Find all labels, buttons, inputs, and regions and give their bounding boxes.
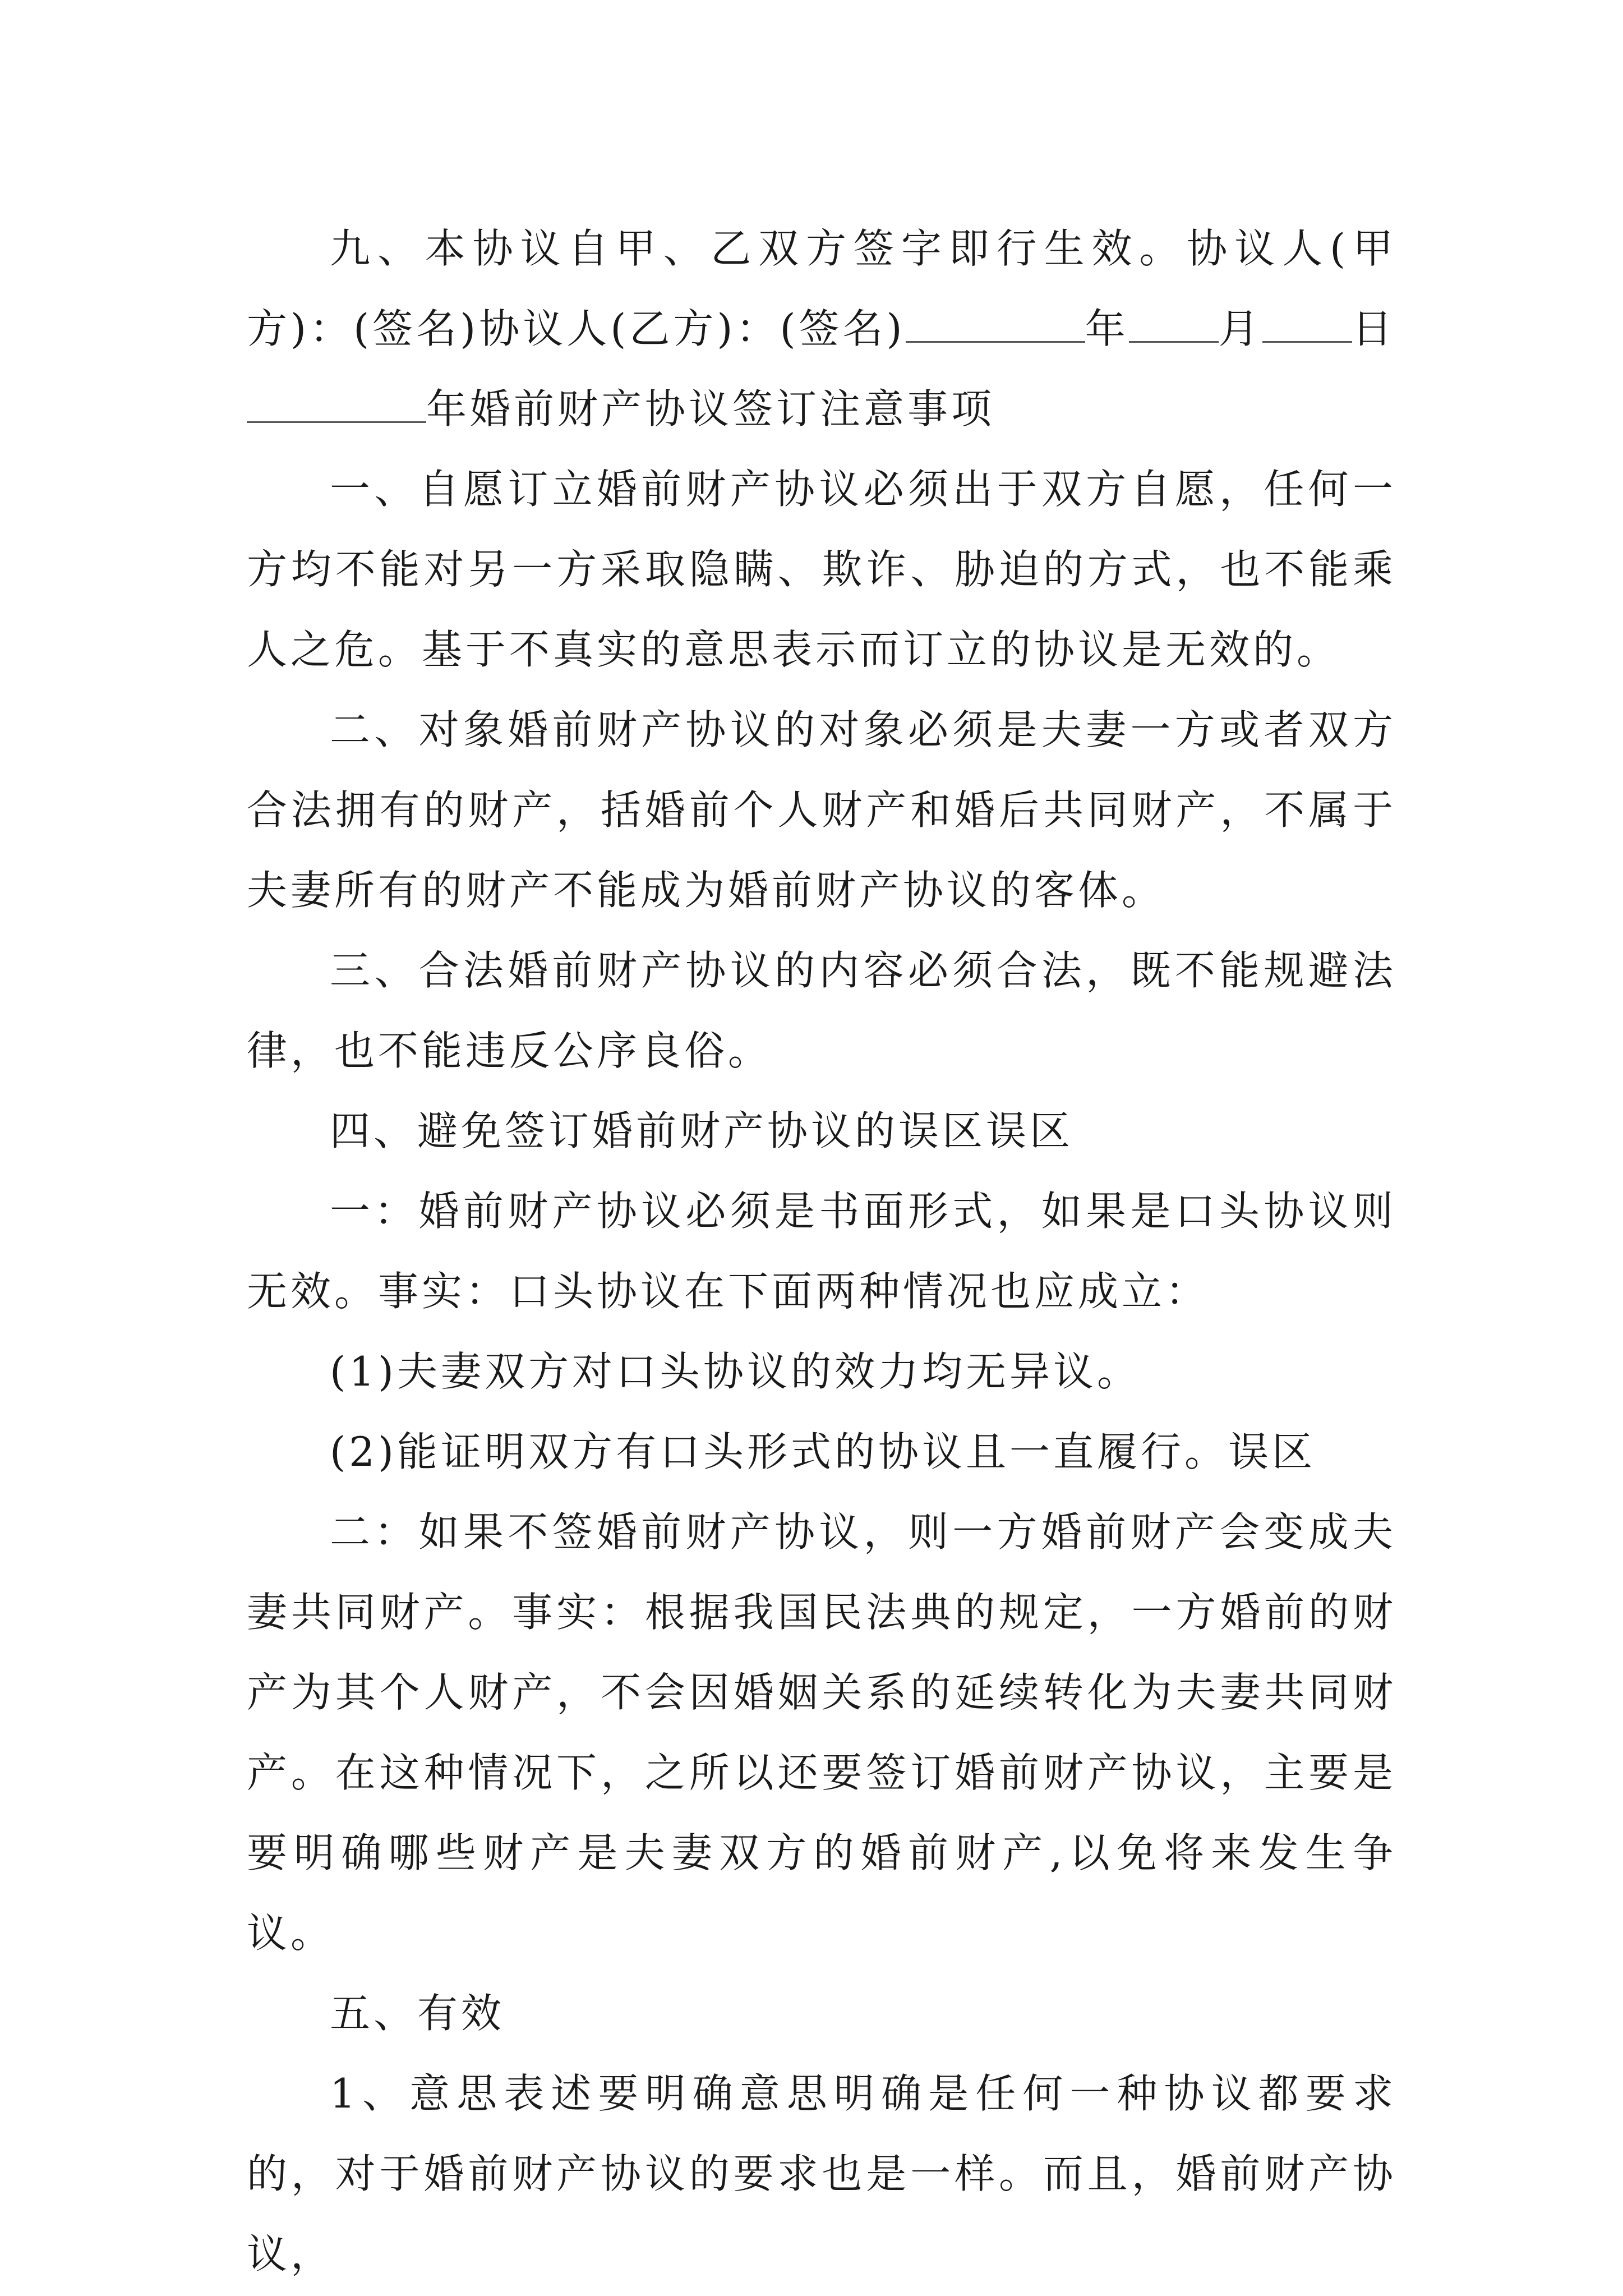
month-blank — [1129, 301, 1219, 343]
month-label: 月 — [1218, 305, 1262, 352]
day-label: 日 — [1352, 305, 1396, 352]
paragraph-object: 二、对象婚前财产协议的对象必须是夫妻一方或者双方合法拥有的财产，括婚前个人财产和婚后共同财产，不属于夫妻所有的财产不能成为婚前财产协议的客体。 — [247, 706, 1396, 914]
paragraph-voluntary: 一、自愿订立婚前财产协议必须出于双方自愿，任何一方均不能对另一方采取隐瞒、欺诈、胁迫的方式，也不能乘人之危。基于不真实的意思表示而订立的协议是无效的。 — [247, 466, 1396, 673]
notes-title-text: 年婚前财产协议签订注意事项 — [426, 385, 995, 432]
year-label: 年 — [1085, 305, 1129, 352]
year-blank — [906, 301, 1085, 343]
effective-clause-text: 九、本协议自甲、乙双方签字即行生效。协议人(甲方)：(签名)协议人(乙方)：(签名) — [247, 225, 1396, 352]
paragraph-misconception-two: 二：如果不签婚前财产协议，则一方婚前财产会变成夫妻共同财产。事实：根据我国民法典的规定，一方婚前的财产为其个人财产，不会因婚姻关系的延续转化为夫妻共同财产。在这种情况下，之所以还要签订婚前财产协议，主要是要明确哪些财产是夫妻双方的婚前财产,以免将来发生争议。 — [247, 1508, 1396, 1957]
paragraph-valid-heading: 五、有效 — [330, 1990, 505, 2037]
paragraph-notes-title — [247, 369, 1396, 449]
paragraph-condition-1: (1)夫妻双方对口头协议的效力均无异议。 — [330, 1348, 1141, 1395]
title-year-blank — [247, 381, 426, 423]
paragraph-effective-clause — [247, 209, 1396, 369]
paragraph-clear-meaning: 1、意思表述要明确意思明确是任何一种协议都要求的，对于婚前财产协议的要求也是一样。而且，婚前财产协议， — [247, 2070, 1396, 2277]
paragraph-misconception-one: 一：婚前财产协议必须是书面形式，如果是口头协议则无效。事实：口头协议在下面两种情况也应成立： — [247, 1188, 1396, 1315]
paragraph-legal: 三、合法婚前财产协议的内容必须合法，既不能规避法律，也不能违反公序良俗。 — [247, 947, 1396, 1074]
day-blank — [1262, 301, 1352, 343]
document-page — [247, 209, 1396, 2294]
paragraph-avoid-misconceptions: 四、避免签订婚前财产协议的误区误区 — [330, 1107, 1074, 1154]
paragraph-condition-2: (2)能证明双方有口头形式的协议且一直履行。误区 — [330, 1428, 1316, 1475]
